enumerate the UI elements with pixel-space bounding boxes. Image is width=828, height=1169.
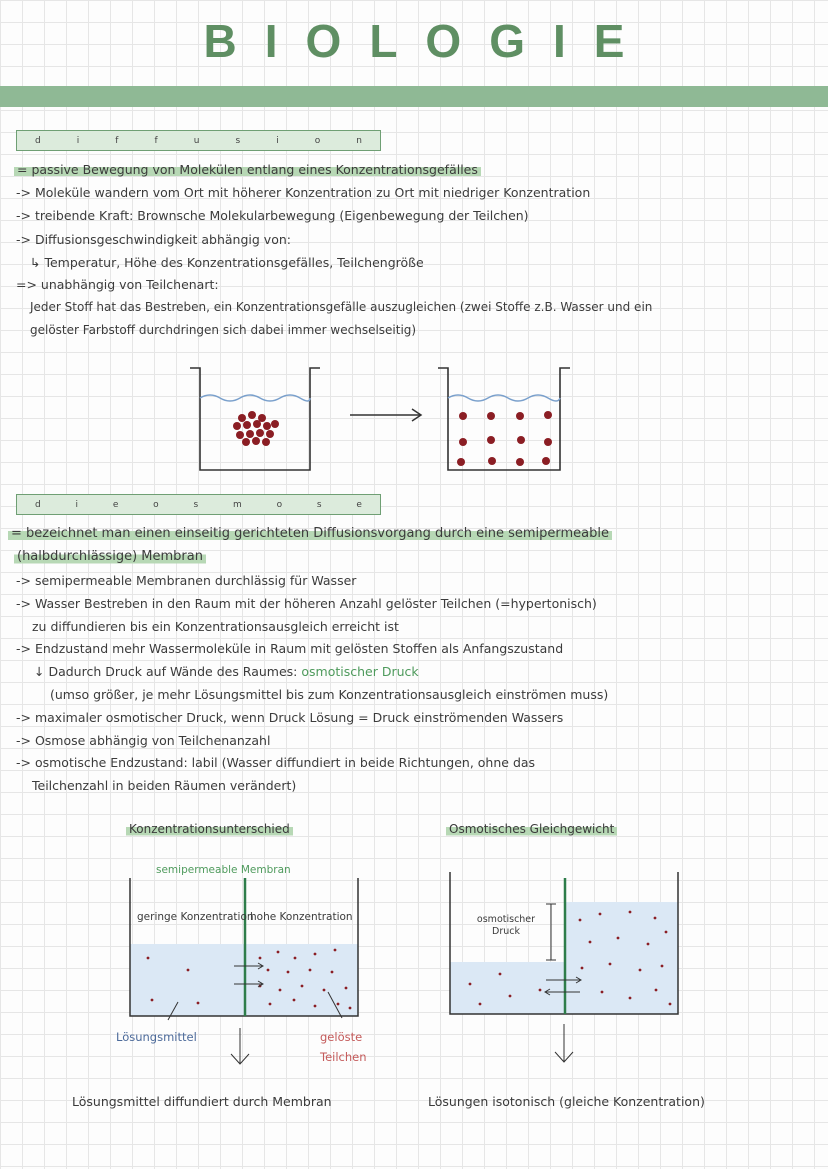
osmose-line: -> Osmose abhängig von Teilchenanzahl — [16, 733, 271, 748]
diffusion-line: gelöster Farbstoff durchdringen sich dabei immer wechselseitig) — [30, 323, 417, 337]
diagram-right-caption: Lösungen isotonisch (gleiche Konzentration) — [428, 1094, 705, 1109]
heading-letter: u — [193, 135, 200, 146]
osmose-line: (umso größer, je mehr Lösungsmittel bis zum Konzentrationsausgleich einströmen muss) — [50, 687, 609, 702]
diffusion-line: Jeder Stoff hat das Bestreben, ein Konzentrationsgefälle auszugleichen (zwei Stoffe z.B. Wasser und ein — [30, 300, 653, 314]
heading-letter: i — [276, 135, 279, 146]
solute-label: gelöste Teilchen — [320, 1030, 367, 1064]
osmose-line: -> semipermeable Membranen durchlässig für Wasser — [16, 573, 357, 588]
heading-letter: s — [316, 499, 322, 510]
diffusion-line: -> Moleküle wandern vom Ort mit höherer Konzentration zu Ort mit niedriger Konzentration — [16, 185, 591, 200]
osmose-definition-2: (halbdurchlässige) Membran — [14, 549, 206, 564]
diffusion-diagram — [180, 360, 600, 475]
osmose-line: -> Endzustand mehr Wassermoleküle in Raum mit gelösten Stoffen als Anfangszustand — [16, 641, 564, 656]
title-bar — [0, 86, 828, 107]
osmosis-diagram-right — [430, 872, 690, 1072]
heading-letter: o — [314, 135, 321, 146]
pressure-label: osmotischer Druck — [476, 914, 536, 937]
heading-letter: o — [153, 499, 159, 510]
diffusion-heading — [16, 130, 381, 151]
heading-letter: e — [356, 499, 362, 510]
osmose-line: -> osmotische Endzustand: labil (Wasser diffundiert in beide Richtungen, ohne das — [16, 755, 536, 770]
diagram-right-heading: Osmotisches Gleichgewicht — [446, 822, 617, 836]
osmose-line: ↓ Dadurch Druck auf Wände des Raumes: osmotischer Druck — [34, 664, 419, 679]
diffusion-definition: = passive Bewegung von Molekülen entlang eines Konzentrationsgefälles — [14, 162, 481, 177]
osmose-line: zu diffundieren bis ein Konzentrationsausgleich erreicht ist — [32, 619, 399, 634]
osmose-definition: = bezeichnet man einen einseitig gerichteten Diffusionsvorgang durch eine semipermeable — [8, 526, 612, 541]
heading-letter: i — [76, 135, 80, 146]
solvent-label: Lösungsmittel — [116, 1030, 197, 1044]
heading-letter: n — [356, 135, 362, 146]
heading-letter: e — [112, 499, 119, 510]
right-chamber-label: hohe Konzentration — [250, 911, 353, 923]
heading-letter: i — [75, 499, 79, 510]
heading-letter: o — [276, 499, 283, 510]
diagram-left-caption: Lösungsmittel diffundiert durch Membran — [72, 1094, 332, 1109]
diffusion-line: -> treibende Kraft: Brownsche Molekularbewegung (Eigenbewegung der Teilchen) — [16, 208, 529, 223]
osmose-heading — [16, 494, 381, 515]
diffusion-line: ↳ Temperatur, Höhe des Konzentrationsgefälles, Teilchengröße — [30, 255, 424, 270]
diffusion-line: => unabhängig von Teilchenart: — [16, 277, 219, 292]
beaker-after — [438, 368, 570, 470]
heading-letter: d — [35, 135, 41, 146]
heading-letter: f — [154, 135, 158, 146]
osmose-line: Teilchenzahl in beiden Räumen verändert) — [32, 778, 297, 793]
heading-letter: f — [115, 135, 119, 146]
heading-letter: s — [235, 135, 241, 146]
membrane-label: semipermeable Membran — [156, 864, 291, 876]
osmose-line: -> Wasser Bestreben in den Raum mit der höheren Anzahl gelöster Teilchen (=hypertonisch) — [16, 596, 597, 611]
diffusion-line: -> Diffusionsgeschwindigkeit abhängig von: — [16, 232, 291, 247]
diffusion-arrow — [350, 409, 421, 421]
heading-letter: d — [35, 499, 41, 510]
diagram-left-heading: Konzentrationsunterschied — [126, 822, 293, 836]
heading-letter: s — [193, 499, 199, 510]
osmotic-pressure-term: osmotischer Druck — [301, 664, 419, 679]
osmose-line: -> maximaler osmotischer Druck, wenn Druck Lösung = Druck einströmenden Wassers — [16, 710, 564, 725]
page-title: BIOLOGIE — [203, 15, 653, 67]
beaker-before — [190, 368, 320, 470]
left-chamber-label: geringe Konzentration — [137, 911, 254, 923]
heading-letter: m — [232, 499, 242, 510]
